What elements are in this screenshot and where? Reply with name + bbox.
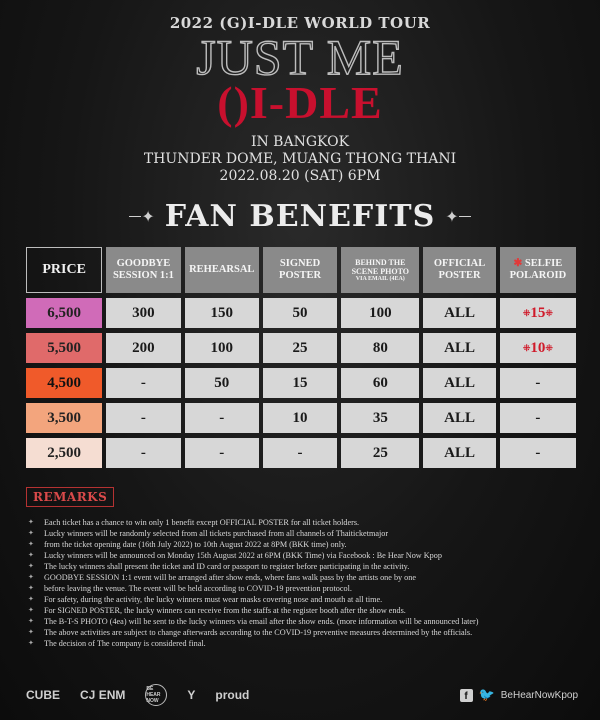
header-text: VIA EMAIL (4EA) xyxy=(355,275,405,282)
rehearsal-cell: 150 xyxy=(185,298,259,328)
signed-cell: 25 xyxy=(263,333,337,363)
remark-item: ✦ The lucky winners shall present the ticket and ID card or passport to register before participating in the activity. xyxy=(26,561,586,572)
poster-header xyxy=(0,0,600,234)
header-text: SELFIE xyxy=(524,258,563,269)
price-cell: 3,500 xyxy=(26,403,102,433)
rehearsal-cell: - xyxy=(185,403,259,433)
header-text: SIGNED xyxy=(279,258,321,269)
table-row xyxy=(26,298,576,328)
divider-right xyxy=(459,216,471,217)
official-cell: ALL xyxy=(423,333,495,363)
goodbye-cell: - xyxy=(106,403,180,433)
sparkle-icon: ⁜ xyxy=(522,307,531,318)
official-cell: ALL xyxy=(423,298,495,328)
selfie-cell: - xyxy=(500,438,576,468)
selfie-value: 15 xyxy=(530,304,546,321)
city: IN BANGKOK xyxy=(250,134,350,150)
official-cell: ALL xyxy=(423,438,495,468)
header-goodbye-session xyxy=(106,247,180,293)
table-header-row xyxy=(26,247,576,293)
be-hear-now-badge: BE HEAR NOW xyxy=(145,684,167,706)
benefits-table xyxy=(26,247,576,473)
proud-logo: proud xyxy=(215,688,250,702)
table-row xyxy=(26,333,576,363)
venue-name: THUNDER DOME, MUANG THONG THANI xyxy=(143,151,457,167)
bts-cell: 35 xyxy=(341,403,419,433)
official-cell: ALL xyxy=(423,403,495,433)
signed-cell: 15 xyxy=(263,368,337,398)
selfie-value: 10 xyxy=(530,339,546,356)
price-cell: 5,500 xyxy=(26,333,102,363)
social-links[interactable] xyxy=(460,687,578,703)
signed-cell: 50 xyxy=(263,298,337,328)
sparkle-icon: ⁜ xyxy=(522,342,531,353)
header-text: POLAROID xyxy=(509,270,567,281)
fan-benefits-title: FAN BENEFITS xyxy=(164,199,436,234)
bts-cell: 100 xyxy=(341,298,419,328)
goodbye-cell: - xyxy=(106,368,180,398)
bts-cell: 80 xyxy=(341,333,419,363)
header-text: SESSION 1:1 xyxy=(112,270,174,281)
table-row xyxy=(26,368,576,398)
price-cell: 6,500 xyxy=(26,298,102,328)
facebook-icon[interactable]: f xyxy=(460,689,473,702)
selfie-cell: - xyxy=(500,403,576,433)
selfie-cell xyxy=(500,298,576,328)
remarks-title: REMARKS xyxy=(26,487,114,507)
footer xyxy=(26,683,578,707)
remark-item: ✦ For SIGNED POSTER, the lucky winners can receive from the staffs at the register booth after the show ends. xyxy=(26,605,586,616)
bts-cell: 60 xyxy=(341,368,419,398)
header-text: SCENE PHOTO xyxy=(351,266,409,276)
tour-title: 2022 (G)I-DLE WORLD TOUR xyxy=(169,14,431,32)
header-text: OFFICIAL xyxy=(433,258,486,269)
rehearsal-cell: 100 xyxy=(185,333,259,363)
signed-cell: - xyxy=(263,438,337,468)
remark-item: ✦ Lucky winners will be announced on Monday 15th August 2022 at 6PM (BKK Time) via Facebook : Be Hear Now Kpop xyxy=(26,550,586,561)
sparkle-icon: ⁜ xyxy=(545,342,553,353)
venue-info xyxy=(0,134,600,185)
remark-item: ✦ Lucky winners will be randomly selected from all tickets purchased from all channels of Thaiticketmajor xyxy=(26,528,586,539)
price-cell: 4,500 xyxy=(26,368,102,398)
header-text: POSTER xyxy=(438,270,481,281)
remark-item: ✦ GOODBYE SESSION 1:1 event will be arranged after show ends, where fans walk pass by the artists one by one xyxy=(26,572,586,583)
twitter-icon[interactable]: 🐦 xyxy=(478,687,495,702)
selfie-cell xyxy=(500,333,576,363)
official-cell: ALL xyxy=(423,368,495,398)
divider-left xyxy=(129,216,141,217)
remark-item: ✦ The above activities are subject to change afterwards according to the COVID-19 preventive measures determined by the officials. xyxy=(26,627,586,638)
remark-item: ✦ Each ticket has a chance to win only 1 benefit except OFFICIAL POSTER for all ticket holders. xyxy=(26,517,586,528)
section-title-wrap xyxy=(0,199,600,234)
idle-logo: ()I-DLE xyxy=(217,77,383,128)
goodbye-cell: 300 xyxy=(106,298,180,328)
table-row xyxy=(26,438,576,468)
event-date: 2022.08.20 (SAT) 6PM xyxy=(219,168,381,184)
rehearsal-cell: - xyxy=(185,438,259,468)
header-text: POSTER xyxy=(279,270,322,281)
just-me-logo: JUST ME xyxy=(196,29,404,85)
header-signed-poster xyxy=(263,247,337,293)
goodbye-cell: 200 xyxy=(106,333,180,363)
remark-item: ✦ The B-T-S PHOTO (4ea) will be sent to the lucky winners via email after the show ends. (more information will be announced later) xyxy=(26,616,586,627)
header-selfie-polaroid xyxy=(500,247,576,293)
sparkle-icon: ⁜ xyxy=(545,307,553,318)
header-official-poster xyxy=(423,247,495,293)
remark-item: ✦ from the ticket opening date (16th July 2022) to 10th August 2022 at 8PM (BKK time) only. xyxy=(26,539,586,550)
header-text: BEHIND THE xyxy=(355,257,406,267)
header-text xyxy=(513,258,562,270)
selfie-cell: - xyxy=(500,368,576,398)
sparkle-icon: ✦ xyxy=(141,207,155,226)
remarks-section xyxy=(26,486,586,649)
bts-cell: 25 xyxy=(341,438,419,468)
price-cell: 2,500 xyxy=(26,438,102,468)
sparkle-icon: ✦ xyxy=(445,207,459,226)
signed-cell: 10 xyxy=(263,403,337,433)
y-logo: Y xyxy=(187,688,196,702)
table-row xyxy=(26,403,576,433)
goodbye-cell: - xyxy=(106,438,180,468)
header-text: GOODBYE xyxy=(116,258,171,269)
star-icon: ✱ xyxy=(513,258,523,269)
header-price: PRICE xyxy=(26,247,102,293)
be-hear-now-logo xyxy=(145,684,167,706)
social-handle[interactable]: BeHearNowKpop xyxy=(500,689,578,701)
header-rehearsal: REHEARSAL xyxy=(185,247,259,293)
header-behind-the-scene xyxy=(341,247,419,293)
cube-logo: CUBE xyxy=(26,688,61,702)
remark-item: ✦ The decision of The company is considered final. xyxy=(26,638,586,649)
rehearsal-cell: 50 xyxy=(185,368,259,398)
cj-enm-logo: CJ ENM xyxy=(80,688,126,702)
remark-item: ✦ before leaving the venue. The event will be held according to COVID-19 prevention protocol. xyxy=(26,583,586,594)
remarks-list xyxy=(26,517,586,649)
remark-item: ✦ For safety, during the activity, the lucky winners must wear masks covering nose and mouth at all time. xyxy=(26,594,586,605)
